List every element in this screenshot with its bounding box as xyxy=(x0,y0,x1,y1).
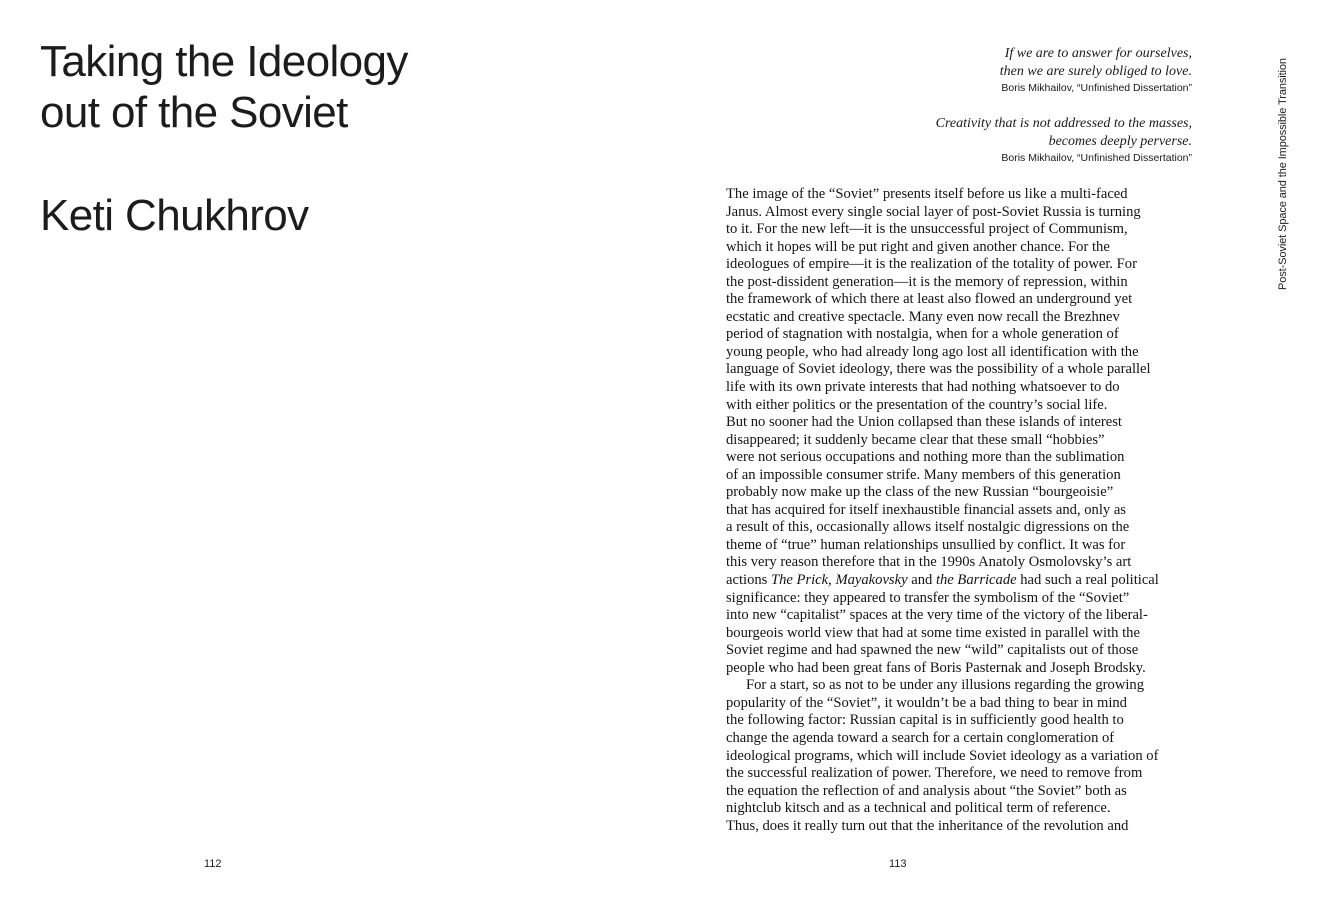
epigraph xyxy=(772,115,1192,166)
text-line: The image of the “Soviet” presents itself before us like a multi-faced xyxy=(726,186,1128,202)
chapter-title xyxy=(40,36,408,138)
chapter-title-line: out of the Soviet xyxy=(40,88,348,137)
text-line: Thus, does it really turn out that the inheritance of the revolution and xyxy=(726,817,1129,834)
text-line: to it. For the new left—it is the unsuccessful project of Communism, xyxy=(726,221,1128,238)
epigraph-line: then we are surely obliged to love. xyxy=(999,64,1192,79)
text-run: actions xyxy=(726,572,771,589)
running-head: Post-Soviet Space and the Impossible Transition xyxy=(1277,58,1289,290)
text-line: But no sooner had the Union collapsed than these islands of interest xyxy=(726,414,1122,431)
epigraph-source: Boris Mikhailov, “Unfinished Dissertation” xyxy=(1001,152,1192,164)
chapter-title-line: Taking the Ideology xyxy=(40,37,408,86)
epigraph-source: Boris Mikhailov, “Unfinished Dissertation” xyxy=(1001,82,1192,94)
text-line: ideological programs, which will include Soviet ideology as a variation of xyxy=(726,747,1159,764)
text-line: the framework of which there at least also flowed an underground yet xyxy=(726,291,1133,308)
text-run: had such a real political xyxy=(1016,572,1159,589)
epigraph-line: becomes deeply perverse. xyxy=(1048,134,1192,149)
text-line: Soviet regime and had spawned the new “wild” capitalists out of those xyxy=(726,642,1139,659)
page-number-right: 113 xyxy=(889,858,907,870)
text-line: the following factor: Russian capital is in sufficiently good health to xyxy=(726,712,1124,729)
text-line: of an impossible consumer strife. Many members of this generation xyxy=(726,466,1121,483)
text-line: bourgeois world view that had at some time existed in parallel with the xyxy=(726,624,1140,641)
text-line: probably now make up the class of the new Russian “bourgeoisie” xyxy=(726,484,1114,501)
text-line: young people, who had already long ago lost all identification with the xyxy=(726,343,1139,360)
text-line: the equation the reflection of and analysis about “the Soviet” both as xyxy=(726,782,1127,799)
text-line-with-titles xyxy=(726,572,1196,590)
text-run: , xyxy=(828,572,836,589)
text-line: which it hopes will be put right and given another chance. For the xyxy=(726,238,1110,255)
artwork-title: the Barricade xyxy=(935,572,1017,589)
text-line: that has acquired for itself inexhaustible financial assets and, only as xyxy=(726,501,1126,518)
artwork-title: The Prick xyxy=(771,572,829,589)
text-line: period of stagnation with nostalgia, when for a whole generation of xyxy=(726,326,1119,343)
text-line: change the agenda toward a search for a certain conglomeration of xyxy=(726,729,1115,746)
text-line: For a start, so as not to be under any illusions regarding the growing xyxy=(746,677,1145,694)
text-line: the post-dissident generation—it is the memory of repression, within xyxy=(726,273,1128,290)
text-line: with either politics or the presentation of the country’s social life. xyxy=(726,396,1108,413)
text-line: into new “capitalist” spaces at the very time of the victory of the liberal- xyxy=(726,607,1148,624)
body-text xyxy=(726,186,1196,835)
page-number-left: 112 xyxy=(204,858,222,870)
text-line: a result of this, occasionally allows itself nostalgic digressions on the xyxy=(726,519,1130,536)
text-line: Janus. Almost every single social layer of post-Soviet Russia is turning xyxy=(726,203,1141,220)
author-name: Keti Chukhrov xyxy=(40,191,309,240)
text-line: disappeared; it suddenly became clear that these small “hobbies” xyxy=(726,431,1105,448)
text-line: popularity of the “Soviet”, it wouldn’t be a bad thing to bear in mind xyxy=(726,694,1127,711)
text-line: life with its own private interests that had nothing whatsoever to do xyxy=(726,379,1120,396)
text-line: nightclub kitsch and as a technical and political term of reference. xyxy=(726,800,1111,817)
text-line: language of Soviet ideology, there was the possibility of a whole parallel xyxy=(726,361,1151,378)
text-line: ecstatic and creative spectacle. Many even now recall the Brezhnev xyxy=(726,308,1120,325)
text-line: people who had been great fans of Boris Pasternak and Joseph Brodsky. xyxy=(726,659,1146,676)
text-line: this very reason therefore that in the 1990s Anatoly Osmolovsky’s art xyxy=(726,554,1132,571)
text-line: ideologues of empire—it is the realization of the totality of power. For xyxy=(726,256,1137,273)
text-run: and xyxy=(907,572,936,589)
epigraph-line: Creativity that is not addressed to the masses, xyxy=(935,116,1192,131)
text-line: the successful realization of power. Therefore, we need to remove from xyxy=(726,765,1143,782)
text-line: theme of “true” human relationships unsullied by conflict. It was for xyxy=(726,536,1126,553)
text-line: were not serious occupations and nothing more than the sublimation xyxy=(726,449,1125,466)
epigraph-line: If we are to answer for ourselves, xyxy=(1004,46,1192,61)
text-line: significance: they appeared to transfer the symbolism of the “Soviet” xyxy=(726,589,1130,606)
artwork-title: Mayakovsky xyxy=(835,572,908,589)
epigraph xyxy=(772,45,1192,96)
